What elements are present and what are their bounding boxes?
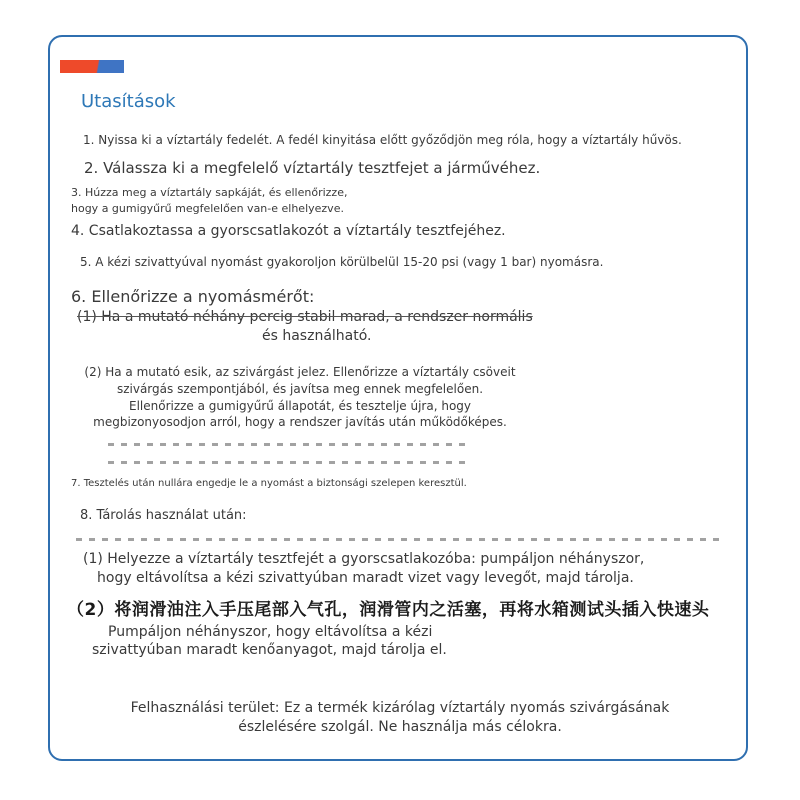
step-3-line-2: hogy a gumigyűrű megfelelően van-e elhelyezve. [71,202,344,215]
step-6-2-line-3: Ellenőrizze a gumigyűrű állapotát, és tesztelje újra, hogy [128,399,472,413]
print-artifact [76,538,722,541]
step-5: 5. A kézi szivattyúval nyomást gyakoroljon körülbelül 15-20 psi (vagy 1 bar) nyomásra. [80,255,604,269]
step-8-2-chinese: （2）将润滑油注入手压尾部入气孔，润滑管内之活塞，再将水箱测试头插入快速头 [67,600,710,620]
step-1: 1. Nyissa ki a víztartály fedelét. A fedél kinyitása előtt győződjön meg róla, hogy a víztartály hűvös. [83,133,682,147]
step-6-1-line-1: (1) Ha a mutató néhány percig stabil marad, a rendszer normális [77,309,533,325]
step-6-1-line-2: és használható. [262,328,372,344]
step-2: 2. Válassza ki a megfelelő víztartály tesztfejet a járművéhez. [84,159,541,177]
step-6-2-line-2: szivárgás szempontjából, és javítsa meg ennek megfelelően. [116,382,484,396]
step-6-2-line-1: (2) Ha a mutató esik, az szivárgást jelez. Ellenőrizze a víztartály csöveit [84,365,516,379]
step-8-2-line-1: Pumpáljon néhányszor, hogy eltávolítsa a kézi [108,624,433,640]
step-7: 7. Tesztelés után nullára engedje le a nyomást a biztonsági szelepen keresztül. [71,478,467,489]
footer-usage-line-1: Felhasználási terület: Ez a termék kizárólag víztartály nyomás szivárgásának [130,700,670,716]
brand-accent-bar [60,60,124,73]
step-8-heading: 8. Tárolás használat után: [80,508,247,523]
step-6-heading: 6. Ellenőrizze a nyomásmérőt: [71,287,315,306]
print-artifact [108,461,470,464]
step-3-line-1: 3. Húzza meg a víztartály sapkáját, és ellenőrizze, [71,186,348,199]
step-6-2-line-4: megbizonyosodjon arról, hogy a rendszer javítás után működőképes. [93,415,507,429]
step-4: 4. Csatlakoztassa a gyorscsatlakozót a víztartály tesztfejéhez. [71,223,506,239]
footer-usage-line-2: észlelésére szolgál. Ne használja más célokra. [238,719,562,735]
page-title: Utasítások [81,91,176,112]
step-8-2-line-2: szivattyúban maradt kenőanyagot, majd tárolja el. [92,642,447,658]
step-8-1-line-1: (1) Helyezze a víztartály tesztfejét a gyorscsatlakozóba: pumpáljon néhányszor, [83,551,645,567]
step-8-1-line-2: hogy eltávolítsa a kézi szivattyúban maradt vizet vagy levegőt, majd tárolja. [97,570,634,586]
print-artifact [108,443,470,446]
